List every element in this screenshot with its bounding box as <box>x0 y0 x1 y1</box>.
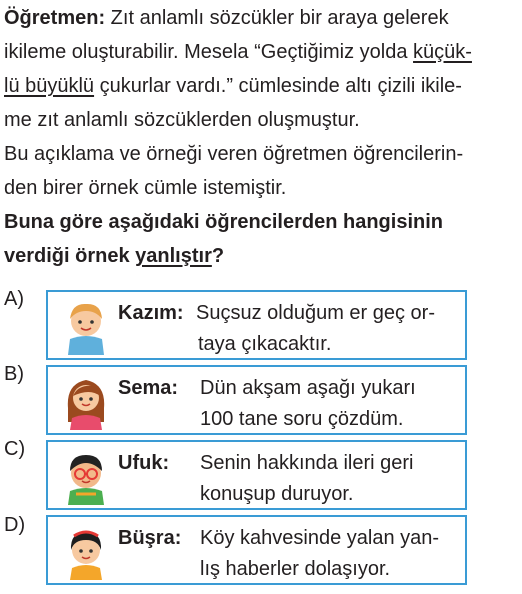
speaker-label: Öğretmen: <box>4 7 106 29</box>
underlined-word: lü büyüklü <box>4 75 95 97</box>
option-a-box[interactable] <box>46 290 467 360</box>
girl-avatar-icon <box>60 372 112 430</box>
option-c-text-2: konuşup duruyor. <box>200 483 354 505</box>
intro-line-6: den birer örnek cümle istemiştir. <box>4 177 287 199</box>
option-d-box[interactable] <box>46 515 467 585</box>
option-d-text-2: lış haberler dolaşıyor. <box>200 558 391 580</box>
student-name: Sema: <box>118 377 179 399</box>
option-b-text-2: 100 tane soru çözdüm. <box>200 408 404 430</box>
underlined-word: yanlıştır <box>135 245 212 267</box>
option-c-text-1: Senin hakkında ileri geri <box>200 452 414 474</box>
question-line-2: verdiği örnek yanlıştır? <box>4 245 225 267</box>
student-name: Büşra: <box>118 527 182 549</box>
question-line-1: Buna göre aşağıdaki öğrencilerden hangisinin <box>4 211 443 233</box>
intro-line-4: me zıt anlamlı sözcüklerden oluşmuştur. <box>4 109 360 131</box>
student-name: Ufuk: <box>118 452 170 474</box>
option-a-text-1: Suçsuz olduğum er geç or- <box>196 302 436 324</box>
option-d-letter[interactable]: D) <box>4 514 26 536</box>
option-c-box[interactable] <box>46 440 467 510</box>
option-b-text-1: Dün akşam aşağı yukarı <box>200 377 416 399</box>
intro-line-1: Öğretmen: Zıt anlamlı sözcükler bir araya gelerek <box>4 7 449 29</box>
intro-line-5: Bu açıklama ve örneği veren öğretmen öğrencilerin- <box>4 143 464 165</box>
option-a-text-2: taya çıkacaktır. <box>198 333 332 355</box>
option-c-letter[interactable]: C) <box>4 438 26 460</box>
option-b-letter[interactable]: B) <box>4 363 24 385</box>
underlined-word: küçük- <box>413 41 472 63</box>
boy-glasses-avatar-icon <box>60 447 112 505</box>
intro-line-2: ikileme oluşturabilir. Mesela “Geçtiğimiz yolda küçük- <box>4 41 472 63</box>
girl-bangs-avatar-icon <box>60 522 112 580</box>
intro-line-3: lü büyüklü çukurlar vardı.” cümlesinde altı çizili ikile- <box>4 75 462 97</box>
option-a-letter[interactable]: A) <box>4 288 24 310</box>
option-d-text-1: Köy kahvesinde yalan yan- <box>200 527 440 549</box>
student-name: Kazım: <box>118 302 184 324</box>
option-b-box[interactable] <box>46 365 467 435</box>
boy-avatar-icon <box>60 297 112 355</box>
